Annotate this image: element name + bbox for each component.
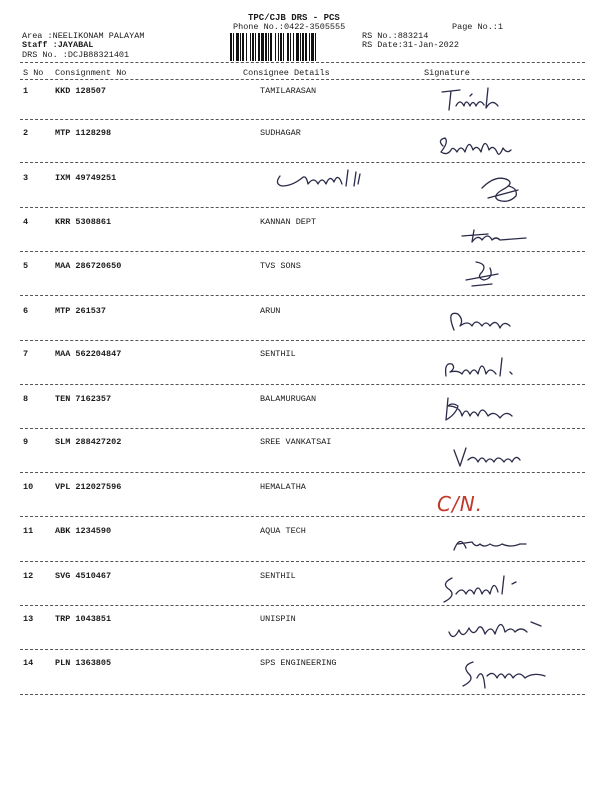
row-1-sno: 1 bbox=[23, 86, 29, 96]
row-8-consignee: BALAMURUGAN bbox=[260, 394, 317, 404]
page-number: Page No.:1 bbox=[452, 22, 504, 32]
row-13-sno: 13 bbox=[23, 614, 34, 624]
signature-row-12 bbox=[436, 572, 526, 608]
row-1-consignment: KKD 128507 bbox=[55, 86, 107, 96]
drs-number: DRS No. :DCJB88321401 bbox=[22, 50, 130, 60]
phone-number: Phone No.:0422-3505555 bbox=[233, 22, 346, 32]
row-12-sno: 12 bbox=[23, 571, 34, 581]
row-13-consignee: UNISPIN bbox=[260, 614, 296, 624]
signature-row-6 bbox=[440, 306, 520, 336]
staff-line: Staff :JAYABAL bbox=[22, 40, 94, 50]
row-6-consignee: ARUN bbox=[260, 306, 281, 316]
row-4-consignee: KANNAN DEPT bbox=[260, 217, 317, 227]
row-10-mark: C/N. bbox=[437, 492, 484, 516]
row-12-consignee: SENTHIL bbox=[260, 571, 296, 581]
row-5-consignee: TVS SONS bbox=[260, 261, 301, 271]
row-5-consignment: MAA 286720650 bbox=[55, 261, 122, 271]
sheet-title: TPC/CJB DRS - PCS bbox=[248, 13, 340, 23]
row-9-consignee: SREE VANKATSAI bbox=[260, 437, 332, 447]
row-4-consignment: KRR 5308861 bbox=[55, 217, 112, 227]
row-3-consignment: IXM 49749251 bbox=[55, 173, 117, 183]
row-1-consignee: TAMILARASAN bbox=[260, 86, 317, 96]
signature-row-13 bbox=[445, 614, 545, 644]
row-3-sno: 3 bbox=[23, 173, 29, 183]
row-5-sno: 5 bbox=[23, 261, 29, 271]
signature-row-5 bbox=[462, 258, 502, 290]
row-10-consignee: HEMALATHA bbox=[260, 482, 306, 492]
barcode bbox=[230, 33, 358, 61]
row-11-consignment: ABK 1234590 bbox=[55, 526, 112, 536]
row-4-sno: 4 bbox=[23, 217, 29, 227]
row-8-sno: 8 bbox=[23, 394, 29, 404]
signature-row-9 bbox=[450, 442, 525, 472]
column-consignee: Consignee Details bbox=[243, 68, 330, 78]
rs-number: RS No.:883214 bbox=[362, 31, 429, 41]
signature-row-3-b bbox=[478, 170, 522, 206]
row-14-consignment: PLN 1363805 bbox=[55, 658, 112, 668]
signature-row-1 bbox=[440, 84, 510, 114]
column-consignment: Consignment No bbox=[55, 68, 127, 78]
rs-date: RS Date:31-Jan-2022 bbox=[362, 40, 459, 50]
row-10-sno: 10 bbox=[23, 482, 34, 492]
row-11-consignee: AQUA TECH bbox=[260, 526, 306, 536]
row-2-sno: 2 bbox=[23, 128, 29, 138]
signature-row-7 bbox=[440, 352, 525, 382]
row-8-consignment: TEN 7162357 bbox=[55, 394, 112, 404]
column-sno: S No bbox=[23, 68, 44, 78]
row-7-sno: 7 bbox=[23, 349, 29, 359]
row-2-consignee: SUDHAGAR bbox=[260, 128, 301, 138]
signature-row-4 bbox=[460, 226, 530, 246]
signature-row-14 bbox=[455, 656, 555, 692]
signature-row-3 bbox=[272, 164, 372, 194]
signature-row-2 bbox=[437, 132, 517, 160]
row-14-sno: 14 bbox=[23, 658, 34, 668]
row-11-sno: 11 bbox=[23, 526, 34, 536]
row-9-consignment: SLM 288427202 bbox=[55, 437, 122, 447]
area-line: Area :NEELIKONAM PALAYAM bbox=[22, 31, 145, 41]
row-12-consignment: SVG 4510467 bbox=[55, 571, 112, 581]
row-9-sno: 9 bbox=[23, 437, 29, 447]
signature-row-8 bbox=[440, 392, 520, 424]
row-2-consignment: MTP 1128298 bbox=[55, 128, 112, 138]
row-7-consignment: MAA 562204847 bbox=[55, 349, 122, 359]
row-10-consignment: VPL 212027596 bbox=[55, 482, 122, 492]
row-13-consignment: TRP 1043851 bbox=[55, 614, 112, 624]
row-6-consignment: MTP 261537 bbox=[55, 306, 107, 316]
row-14-consignee: SPS ENGINEERING bbox=[260, 658, 337, 668]
column-signature: Signature bbox=[424, 68, 470, 78]
row-6-sno: 6 bbox=[23, 306, 29, 316]
row-7-consignee: SENTHIL bbox=[260, 349, 296, 359]
signature-row-11 bbox=[450, 530, 530, 554]
